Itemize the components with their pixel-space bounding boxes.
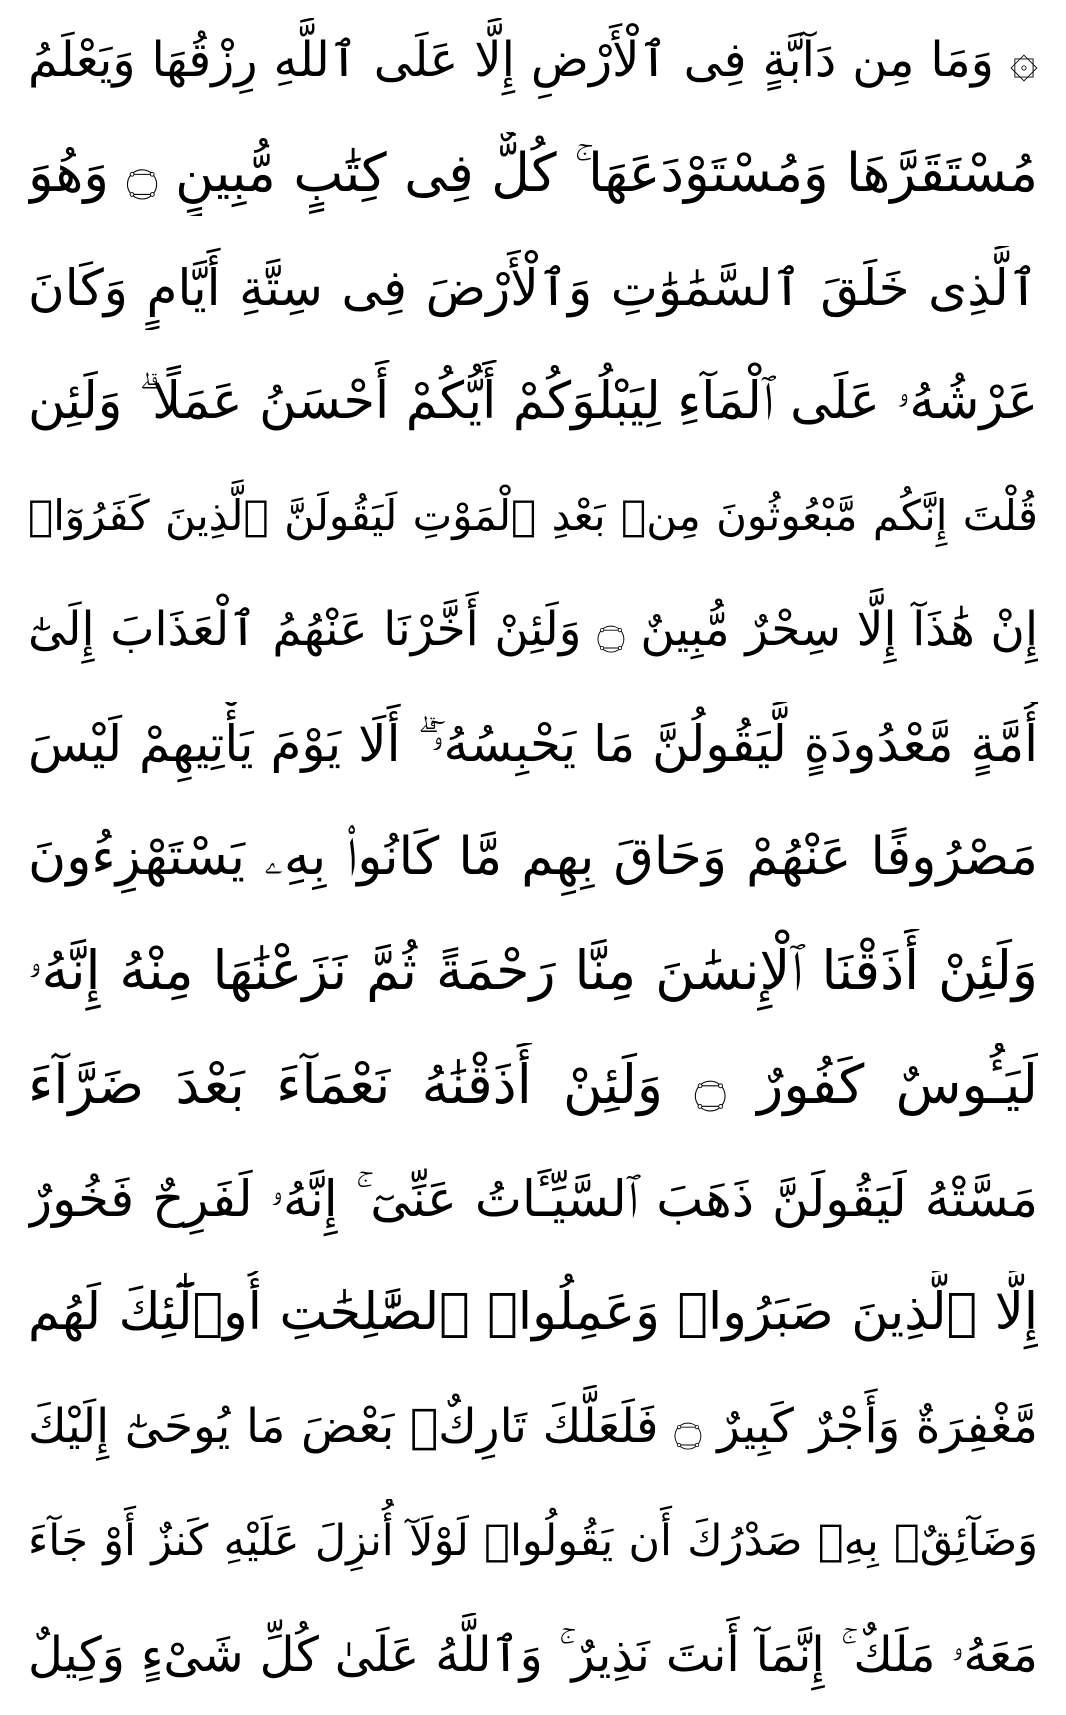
text-line: ۞ وَمَا مِن دَآبَّةٍ فِى ٱلْأَرْضِ إِلَّا عَلَى ٱللَّهِ رِزْقُهَا وَيَعْلَمُ bbox=[28, 32, 1038, 88]
text-line: أُمَّةٍ مَّعْدُودَةٍ لَّيَقُولُنَّ مَا يَحْبِسُهُۥٓ ۗ أَلَا يَوْمَ يَأْتِيهِمْ لَيْسَ bbox=[28, 714, 1038, 773]
text-line: لَيَـُٔوسٌ كَفُورٌ ۝ وَلَئِنْ أَذَقْنَٰهُ نَعْمَآءَ بَعْدَ ضَرَّآءَ bbox=[28, 1053, 1038, 1117]
text-line: مَصْرُوفًا عَنْهُمْ وَحَاقَ بِهِم مَّا كَانُوا۟ بِهِۦ يَسْتَهْزِءُونَ bbox=[28, 827, 1038, 888]
text-line: مَّغْفِرَةٌ وَأَجْرٌ كَبِيرٌ ۝ فَلَعَلَّكَ تَارِكٌۢ بَعْضَ مَا يُوحَىٰٓ إِلَيْكَ bbox=[28, 1399, 1038, 1455]
text-line: قُلْتَ إِنَّكُم مَّبْعُوثُونَ مِنۢ بَعْدِ ٱلْمَوْتِ لَيَقُولَنَّ ٱلَّذِينَ كَفَرُوٓا۟ bbox=[28, 490, 1038, 540]
text-line: إِلَّا ٱلَّذِينَ صَبَرُوا۟ وَعَمِلُوا۟ ٱلصَّٰلِحَٰتِ أُو۟لَٰٓئِكَ لَهُم bbox=[28, 1283, 1038, 1343]
text-line: ٱلَّذِى خَلَقَ ٱلسَّمَٰوَٰتِ وَٱلْأَرْضَ فِى سِتَّةِ أَيَّامٍ وَكَانَ bbox=[28, 258, 1038, 317]
text-line: وَلَئِنْ أَذَقْنَا ٱلْإِنسَٰنَ مِنَّا رَحْمَةً ثُمَّ نَزَعْنَٰهَا مِنْهُ إِنَّهُۥ bbox=[28, 939, 1038, 1003]
quran-text-block bbox=[28, 18, 1038, 1697]
text-line: وَضَآئِقٌۢ بِهِۦ صَدْرُكَ أَن يَقُولُوا۟ لَوْلَآ أُنزِلَ عَلَيْهِ كَنزٌ أَوْ جَآءَ bbox=[28, 1515, 1038, 1566]
text-line: إِنْ هَٰذَآ إِلَّا سِحْرٌ مُّبِينٌ ۝ وَلَئِنْ أَخَّرْنَا عَنْهُمُ ٱلْعَذَابَ إِلَىٰٓ bbox=[28, 601, 1038, 657]
text-line: مُسْتَقَرَّهَا وَمُسْتَوْدَعَهَا ۚ كُلٌّ فِى كِتَٰبٍ مُّبِينٍ ۝ وَهُوَ bbox=[28, 142, 1038, 204]
text-line: مَسَّتْهُ لَيَقُولَنَّ ذَهَبَ ٱلسَّيِّـَٔاتُ عَنِّىٓ ۚ إِنَّهُۥ لَفَرِحٌ فَخُورٌ bbox=[28, 1170, 1038, 1229]
text-line: مَعَهُۥ مَلَكٌ ۚ إِنَّمَآ أَنتَ نَذِيرٌ ۚ وَٱللَّهُ عَلَىٰ كُلِّ شَىْءٍ وَكِيلٌ bbox=[28, 1626, 1038, 1683]
text-line: عَرْشُهُۥ عَلَى ٱلْمَآءِ لِيَبْلُوَكُمْ أَيُّكُمْ أَحْسَنُ عَمَلًا ۗ وَلَئِن bbox=[28, 371, 1038, 431]
